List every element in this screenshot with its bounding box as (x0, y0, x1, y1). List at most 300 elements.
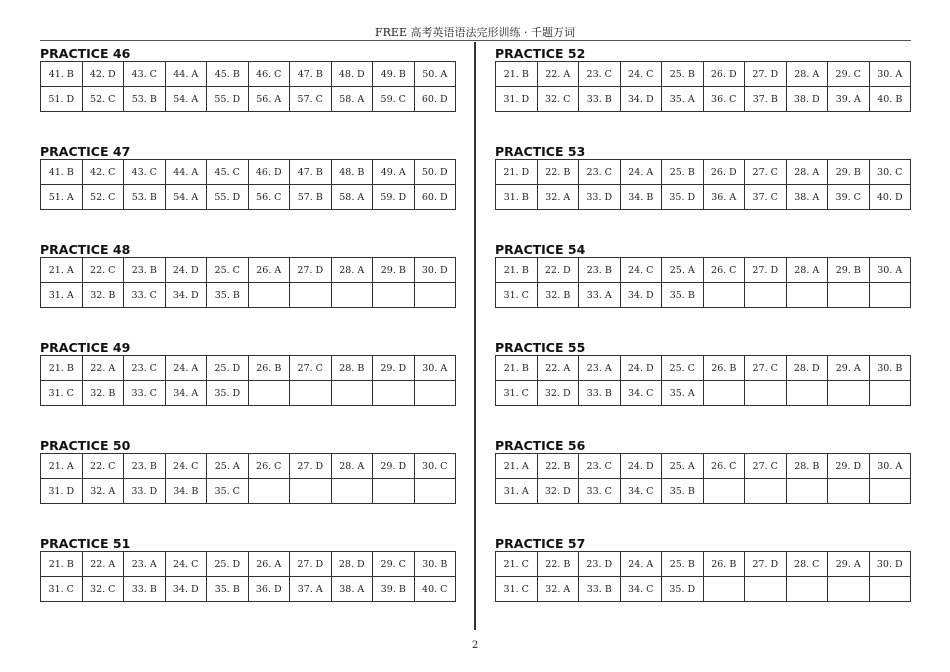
answer-row (41, 258, 456, 283)
answer-cell (745, 577, 787, 602)
answer-cell: 30. A (869, 62, 911, 87)
answer-cell (869, 479, 911, 504)
answer-cell: 51. D (41, 87, 83, 112)
answer-cell: 35. D (662, 185, 704, 210)
answer-table (495, 453, 911, 504)
answer-cell: 29. C (828, 62, 870, 87)
answer-cell: 30. A (869, 258, 911, 283)
answer-cell: 34. D (165, 283, 207, 308)
answer-cell (745, 283, 787, 308)
answer-cell: 29. D (373, 454, 415, 479)
answer-cell: 31. C (496, 381, 538, 406)
answer-cell: 33. B (579, 381, 621, 406)
answer-cell (703, 381, 745, 406)
answer-table (40, 551, 456, 602)
answer-cell: 28. D (786, 356, 828, 381)
answer-cell: 32. B (537, 283, 579, 308)
answer-cell: 21. A (41, 454, 83, 479)
answer-cell: 31. D (496, 87, 538, 112)
answer-cell: 21. A (41, 258, 83, 283)
left-column (40, 46, 456, 634)
practice-block (495, 340, 911, 438)
right-column (495, 46, 911, 634)
answer-row (496, 356, 911, 381)
answer-cell: 40. C (414, 577, 456, 602)
answer-cell: 28. A (786, 160, 828, 185)
answer-cell: 21. B (41, 552, 83, 577)
answer-cell: 21. B (496, 62, 538, 87)
answer-cell (290, 381, 332, 406)
answer-cell: 33. C (124, 283, 166, 308)
answer-cell: 25. B (662, 62, 704, 87)
answer-cell: 31. A (41, 283, 83, 308)
answer-cell: 58. A (331, 87, 373, 112)
answer-cell: 39. A (828, 87, 870, 112)
answer-cell: 34. A (165, 381, 207, 406)
answer-cell: 31. B (496, 185, 538, 210)
answer-table (495, 159, 911, 210)
answer-row (496, 160, 911, 185)
answer-cell: 22. C (82, 258, 124, 283)
answer-cell: 23. D (579, 552, 621, 577)
answer-cell: 27. C (745, 160, 787, 185)
answer-row (496, 479, 911, 504)
answer-cell: 48. B (331, 160, 373, 185)
answer-cell: 46. C (248, 62, 290, 87)
answer-cell: 28. A (331, 258, 373, 283)
answer-row (41, 87, 456, 112)
answer-cell: 54. A (165, 185, 207, 210)
answer-cell: 24. A (620, 160, 662, 185)
practice-title: PRACTICE 46 (40, 46, 131, 61)
answer-cell: 29. C (373, 552, 415, 577)
answer-cell (869, 381, 911, 406)
answer-cell (869, 577, 911, 602)
answer-cell: 33. C (579, 479, 621, 504)
answer-cell: 24. C (620, 258, 662, 283)
answer-cell: 33. A (579, 283, 621, 308)
answer-cell: 57. C (290, 87, 332, 112)
answer-row (41, 185, 456, 210)
practice-title: PRACTICE 49 (40, 340, 131, 355)
practice-block (495, 144, 911, 242)
answer-cell: 34. C (620, 381, 662, 406)
answer-cell: 46. D (248, 160, 290, 185)
answer-cell (331, 283, 373, 308)
practice-title: PRACTICE 47 (40, 144, 131, 159)
answer-row (41, 454, 456, 479)
answer-cell (745, 479, 787, 504)
answer-cell: 35. B (662, 283, 704, 308)
answer-cell: 47. B (290, 160, 332, 185)
answer-cell: 55. D (207, 185, 249, 210)
answer-cell: 26. A (248, 552, 290, 577)
practice-title: PRACTICE 50 (40, 438, 131, 453)
answer-cell: 35. A (662, 87, 704, 112)
answer-cell (414, 283, 456, 308)
answer-cell: 22. B (537, 160, 579, 185)
answer-cell: 31. C (41, 381, 83, 406)
answer-cell: 22. B (537, 454, 579, 479)
answer-cell (703, 479, 745, 504)
answer-cell: 35. B (207, 577, 249, 602)
practice-block (40, 242, 456, 340)
answer-cell: 26. C (703, 258, 745, 283)
answer-row (496, 283, 911, 308)
answer-cell: 53. B (124, 185, 166, 210)
answer-cell (414, 381, 456, 406)
answer-cell: 30. D (414, 258, 456, 283)
answer-row (496, 552, 911, 577)
answer-cell: 33. B (124, 577, 166, 602)
answer-cell: 27. C (290, 356, 332, 381)
answer-cell (786, 381, 828, 406)
answer-cell: 26. B (703, 552, 745, 577)
answer-cell: 29. D (828, 454, 870, 479)
answer-cell: 25. D (207, 552, 249, 577)
answer-row (41, 356, 456, 381)
answer-cell: 31. C (496, 283, 538, 308)
answer-cell (331, 381, 373, 406)
practice-title: PRACTICE 52 (495, 46, 586, 61)
answer-table (495, 257, 911, 308)
answer-cell: 30. A (414, 356, 456, 381)
answer-row (496, 258, 911, 283)
answer-cell (786, 577, 828, 602)
answer-cell: 53. B (124, 87, 166, 112)
answer-cell: 38. A (786, 185, 828, 210)
answer-cell (786, 283, 828, 308)
answer-cell: 24. C (165, 454, 207, 479)
answer-cell: 27. C (745, 356, 787, 381)
answer-cell: 30. A (869, 454, 911, 479)
answer-cell: 22. A (82, 356, 124, 381)
answer-cell: 23. C (579, 62, 621, 87)
answer-cell: 29. B (828, 258, 870, 283)
answer-cell: 32. D (537, 479, 579, 504)
answer-cell: 25. A (207, 454, 249, 479)
answer-cell: 29. A (828, 356, 870, 381)
practice-title: PRACTICE 48 (40, 242, 131, 257)
answer-cell (745, 381, 787, 406)
answer-cell: 22. A (537, 62, 579, 87)
answer-cell: 24. D (165, 258, 207, 283)
answer-cell: 38. A (331, 577, 373, 602)
answer-cell: 39. C (828, 185, 870, 210)
answer-row (496, 87, 911, 112)
answer-cell: 27. D (745, 62, 787, 87)
answer-cell: 59. C (373, 87, 415, 112)
answer-cell: 23. A (579, 356, 621, 381)
answer-cell: 22. A (537, 356, 579, 381)
answer-cell: 43. C (124, 62, 166, 87)
answer-cell: 25. B (662, 160, 704, 185)
answer-cell: 56. C (248, 185, 290, 210)
answer-table (495, 355, 911, 406)
answer-cell: 26. A (248, 258, 290, 283)
center-divider (474, 42, 476, 630)
practice-block (495, 438, 911, 536)
answer-cell (828, 381, 870, 406)
answer-cell: 21. B (496, 258, 538, 283)
answer-cell: 55. D (207, 87, 249, 112)
answer-row (496, 577, 911, 602)
answer-row (496, 381, 911, 406)
answer-cell: 23. B (124, 258, 166, 283)
practice-title: PRACTICE 51 (40, 536, 131, 551)
practice-block (40, 340, 456, 438)
answer-cell (373, 479, 415, 504)
practice-block (40, 46, 456, 144)
answer-cell: 22. B (537, 552, 579, 577)
answer-cell: 35. D (662, 577, 704, 602)
answer-cell: 31. C (41, 577, 83, 602)
page-number: 2 (471, 640, 479, 651)
answer-cell: 27. D (290, 454, 332, 479)
answer-table (40, 257, 456, 308)
answer-cell: 35. B (662, 479, 704, 504)
answer-cell: 27. D (290, 552, 332, 577)
answer-cell (248, 381, 290, 406)
answer-cell: 26. B (248, 356, 290, 381)
answer-cell: 33. D (124, 479, 166, 504)
answer-cell: 42. C (82, 160, 124, 185)
answer-cell: 23. B (124, 454, 166, 479)
practice-block (40, 438, 456, 536)
practice-title: PRACTICE 54 (495, 242, 586, 257)
answer-table (40, 159, 456, 210)
practice-block (495, 536, 911, 634)
answer-cell: 24. D (620, 356, 662, 381)
answer-cell: 58. A (331, 185, 373, 210)
answer-cell: 43. C (124, 160, 166, 185)
answer-cell: 33. B (579, 577, 621, 602)
answer-cell: 28. B (331, 356, 373, 381)
answer-cell: 48. D (331, 62, 373, 87)
answer-cell: 24. C (165, 552, 207, 577)
answer-cell: 25. C (207, 258, 249, 283)
answer-cell: 23. B (579, 258, 621, 283)
answer-cell: 33. D (579, 185, 621, 210)
answer-table (40, 453, 456, 504)
answer-cell: 37. A (290, 577, 332, 602)
answer-row (41, 283, 456, 308)
answer-cell (248, 283, 290, 308)
answer-cell: 28. D (331, 552, 373, 577)
answer-cell: 37. B (745, 87, 787, 112)
answer-cell: 52. C (82, 185, 124, 210)
answer-cell: 21. B (41, 356, 83, 381)
answer-cell: 31. A (496, 479, 538, 504)
answer-row (496, 454, 911, 479)
answer-row (41, 577, 456, 602)
answer-cell: 40. D (869, 185, 911, 210)
answer-cell: 50. D (414, 160, 456, 185)
answer-cell: 33. C (124, 381, 166, 406)
answer-cell (703, 283, 745, 308)
answer-cell: 23. C (124, 356, 166, 381)
answer-row (41, 62, 456, 87)
answer-cell: 45. C (207, 160, 249, 185)
answer-cell: 23. C (579, 160, 621, 185)
answer-cell: 32. B (82, 381, 124, 406)
answer-cell: 36. A (703, 185, 745, 210)
answer-cell: 27. D (745, 258, 787, 283)
answer-cell: 25. A (662, 258, 704, 283)
answer-cell: 29. D (373, 356, 415, 381)
answer-cell: 30. C (414, 454, 456, 479)
answer-cell (828, 283, 870, 308)
practice-block (40, 536, 456, 634)
answer-cell: 41. B (41, 160, 83, 185)
answer-row (41, 552, 456, 577)
answer-cell: 23. C (579, 454, 621, 479)
answer-cell: 32. D (537, 381, 579, 406)
answer-cell: 34. D (620, 87, 662, 112)
answer-cell: 30. B (869, 356, 911, 381)
answer-cell: 38. D (786, 87, 828, 112)
answer-cell: 34. B (165, 479, 207, 504)
header-rule (40, 40, 911, 41)
answer-cell: 49. A (373, 160, 415, 185)
practice-title: PRACTICE 55 (495, 340, 586, 355)
answer-cell (373, 283, 415, 308)
answer-cell: 28. C (786, 552, 828, 577)
answer-row (496, 62, 911, 87)
answer-cell: 22. A (82, 552, 124, 577)
answer-cell: 28. A (786, 62, 828, 87)
answer-cell: 50. A (414, 62, 456, 87)
answer-cell: 28. A (786, 258, 828, 283)
answer-cell: 26. D (703, 62, 745, 87)
practice-title: PRACTICE 53 (495, 144, 586, 159)
answer-cell: 26. D (703, 160, 745, 185)
answer-cell: 56. A (248, 87, 290, 112)
answer-cell: 22. C (82, 454, 124, 479)
answer-cell: 29. B (373, 258, 415, 283)
answer-cell: 34. C (620, 577, 662, 602)
answer-cell: 28. A (331, 454, 373, 479)
answer-cell (290, 283, 332, 308)
page-header-title: FREE 高考英语语法完形训练 · 千题万词 (375, 26, 575, 39)
practice-block (495, 242, 911, 340)
answer-cell: 34. B (620, 185, 662, 210)
practice-title: PRACTICE 56 (495, 438, 586, 453)
answer-cell: 35. B (207, 283, 249, 308)
answer-cell: 32. C (537, 87, 579, 112)
answer-cell: 39. B (373, 577, 415, 602)
answer-cell: 36. D (248, 577, 290, 602)
answer-cell: 41. B (41, 62, 83, 87)
answer-cell: 35. D (207, 381, 249, 406)
answer-cell: 52. C (82, 87, 124, 112)
answer-cell: 44. A (165, 62, 207, 87)
answer-cell: 30. C (869, 160, 911, 185)
answer-table (40, 61, 456, 112)
answer-cell: 60. D (414, 87, 456, 112)
answer-cell: 34. D (620, 283, 662, 308)
answer-cell: 26. B (703, 356, 745, 381)
answer-cell: 59. D (373, 185, 415, 210)
answer-cell (414, 479, 456, 504)
answer-cell: 37. C (745, 185, 787, 210)
answer-cell: 33. B (579, 87, 621, 112)
answer-cell: 21. C (496, 552, 538, 577)
answer-cell: 31. D (41, 479, 83, 504)
answer-cell: 57. B (290, 185, 332, 210)
answer-cell (786, 479, 828, 504)
answer-cell: 29. B (828, 160, 870, 185)
answer-cell: 36. C (703, 87, 745, 112)
answer-row (496, 185, 911, 210)
answer-cell: 34. D (165, 577, 207, 602)
answer-cell (828, 577, 870, 602)
answer-cell: 32. B (82, 283, 124, 308)
answer-table (495, 551, 911, 602)
answer-row (41, 160, 456, 185)
answer-cell: 21. D (496, 160, 538, 185)
practice-block (40, 144, 456, 242)
answer-cell: 32. C (82, 577, 124, 602)
answer-cell: 35. A (662, 381, 704, 406)
answer-cell (828, 479, 870, 504)
answer-cell: 35. C (207, 479, 249, 504)
answer-cell: 26. C (248, 454, 290, 479)
answer-cell (248, 479, 290, 504)
answer-cell: 28. B (786, 454, 828, 479)
answer-cell: 29. A (828, 552, 870, 577)
answer-table (495, 61, 911, 112)
answer-cell: 34. C (620, 479, 662, 504)
answer-cell: 30. B (414, 552, 456, 577)
answer-cell (703, 577, 745, 602)
answer-cell: 30. D (869, 552, 911, 577)
answer-cell: 49. B (373, 62, 415, 87)
answer-cell (869, 283, 911, 308)
answer-cell: 27. C (745, 454, 787, 479)
answer-cell: 24. C (620, 62, 662, 87)
practice-block (495, 46, 911, 144)
answer-cell: 21. B (496, 356, 538, 381)
answer-cell: 25. D (207, 356, 249, 381)
practice-title: PRACTICE 57 (495, 536, 586, 551)
answer-cell: 31. C (496, 577, 538, 602)
answer-cell: 24. D (620, 454, 662, 479)
answer-cell: 51. A (41, 185, 83, 210)
answer-cell (331, 479, 373, 504)
answer-cell: 27. D (290, 258, 332, 283)
answer-cell: 23. A (124, 552, 166, 577)
answer-cell: 24. A (620, 552, 662, 577)
answer-cell: 54. A (165, 87, 207, 112)
answer-row (41, 479, 456, 504)
answer-cell: 42. D (82, 62, 124, 87)
answer-cell (373, 381, 415, 406)
answer-cell: 47. B (290, 62, 332, 87)
answer-cell: 27. D (745, 552, 787, 577)
answer-cell: 32. A (537, 185, 579, 210)
answer-cell: 22. D (537, 258, 579, 283)
answer-cell: 25. C (662, 356, 704, 381)
answer-cell: 32. A (82, 479, 124, 504)
answer-cell: 45. B (207, 62, 249, 87)
answer-cell: 32. A (537, 577, 579, 602)
answer-cell: 24. A (165, 356, 207, 381)
answer-cell: 26. C (703, 454, 745, 479)
answer-cell: 44. A (165, 160, 207, 185)
answer-cell: 21. A (496, 454, 538, 479)
answer-row (41, 381, 456, 406)
